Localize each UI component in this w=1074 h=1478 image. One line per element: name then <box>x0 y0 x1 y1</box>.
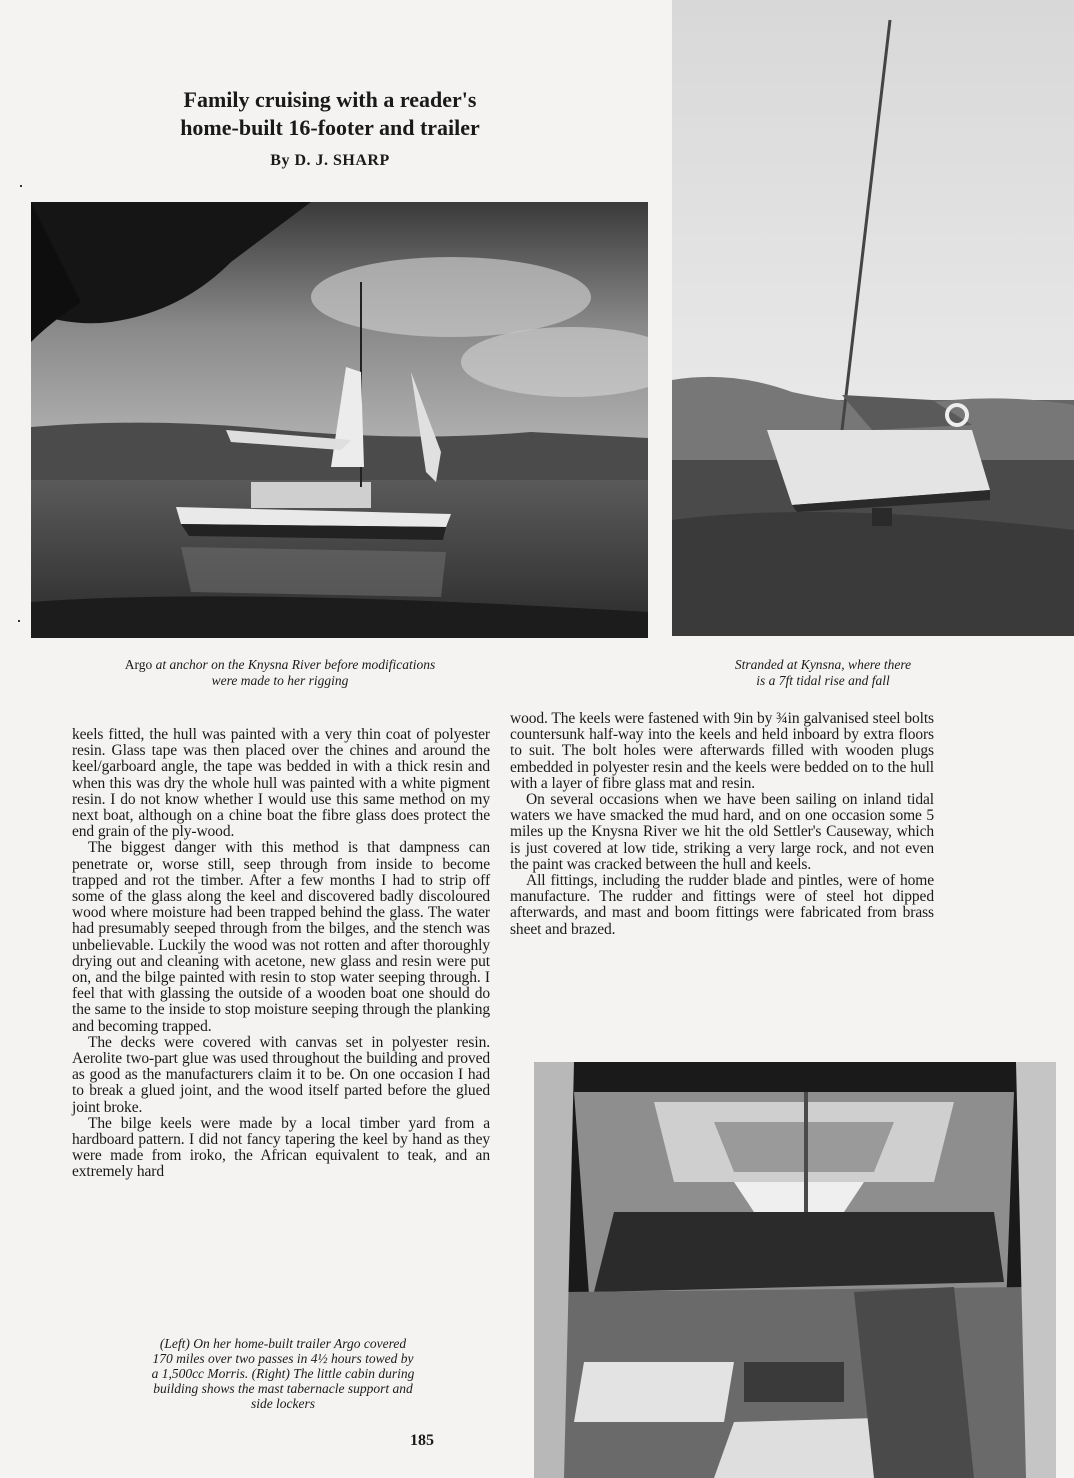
caption-trailer-line-2: 170 miles over two passes in 4½ hours towed by <box>152 1351 414 1366</box>
article-byline: By D. J. SHARP <box>270 152 390 169</box>
caption-trailer-line-5: side lockers <box>250 1396 316 1411</box>
caption-boat-at-anchor <box>60 657 500 689</box>
paragraph: The decks were covered with canvas set in polyester resin. Aerolite two-part glue was used throughout the building and proved as good as the manufacturers claim it to be. On one occasion I had to break a glued joint, and the wood itself parted before the glued joint broke. <box>72 1033 490 1116</box>
article-title <box>120 86 540 142</box>
caption-trailer-and-cabin <box>96 1336 470 1411</box>
caption-trailer-line-1: (Left) On her home-built trailer Argo covered <box>159 1336 407 1351</box>
caption-boat-at-anchor-line-1 <box>60 657 500 673</box>
paragraph: wood. The keels were fastened with 9in by ¾in galvanised steel bolts countersunk half-way into the keels and held inboard by extra floors to suit. The bolt holes were afterwards filled with wooden plugs embedded in polyester resin and the keels were bedded on to the hull with a layer of fibre glass mat and resin. <box>510 710 934 792</box>
photo-boat-stranded <box>672 0 1074 636</box>
photo-cabin-interior <box>534 1062 1056 1478</box>
article-title-line-2: home-built 16-footer and trailer <box>180 115 480 140</box>
print-mark <box>20 185 22 187</box>
paragraph: All fittings, including the rudder blade and pintles, were of home manufacture. The rudder and fittings were of steel hot dipped afterwards, and mast and boom fittings were fabricated from brass sheet and brazed. <box>510 872 934 938</box>
photo-boat-at-anchor <box>31 202 648 638</box>
article-column-right <box>510 711 934 938</box>
page-number: 185 <box>410 1432 434 1449</box>
caption-boat-stranded-line-2: is a 7ft tidal rise and fall <box>756 673 890 688</box>
paragraph: The bilge keels were made by a local timber yard from a hardboard pattern. I did not fancy tapering the keel by hand as they were made from iroko, the African equivalent to teak, and an extremely hard <box>72 1114 490 1181</box>
caption-trailer-line-3: a 1,500cc Morris. (Right) The little cabin during <box>151 1366 415 1381</box>
article-title-line-1: Family cruising with a reader's <box>183 87 477 112</box>
caption-boat-stranded <box>688 657 958 689</box>
article-column-left <box>72 727 490 1181</box>
caption-boat-stranded-line-1: Stranded at Kynsna, where there <box>734 657 912 672</box>
caption-boat-at-anchor-text: at anchor on the Knysna River before modifications <box>152 657 436 672</box>
caption-trailer-line-4: building shows the mast tabernacle support and <box>153 1381 413 1396</box>
paragraph: keels fitted, the hull was painted with a very thin coat of polyester resin. Glass tape was then placed over the chines and around the keel/garboard angle, the tape was bedded in with a thick resin and when this was dry the whole hull was painted with a white pigment resin. I do not know whether I would use this same method on my next boat, although on a chine boat the fibre glass does protect the end grain of the ply-wood. <box>72 726 490 841</box>
caption-boat-name: Argo <box>124 657 153 672</box>
caption-boat-at-anchor-line-2: were made to her rigging <box>211 673 349 688</box>
paragraph: The biggest danger with this method is that dampness can penetrate or, worse still, seep through from inside to become trapped and rot the timber. After a few months I had to strip off some of the glass along the keel and discovered badly discoloured wood where moisture had been trapped behind the glass. The water had presumably seeped through from the bilges, and the stench was unbelievable. Luckily the wood was not rotten and after thoroughly drying out and cleaning with acetone, new glass and resin were put on, and the bilge painted with resin to stop water seeping through. I feel that with glassing the outside of a wooden boat one should do the same to the inside to stop moisture seeping through the planking and becoming trapped. <box>72 839 490 1035</box>
paragraph: On several occasions when we have been sailing on inland tidal waters we have smacked the mud hard, and on one occasion some 5 miles up the Knysna River we hit the old Settler's Causeway, which is just covered at low tide, striking a very large rock, and not even the paint was cracked between the hull and keels. <box>510 791 934 873</box>
print-mark <box>18 620 20 622</box>
